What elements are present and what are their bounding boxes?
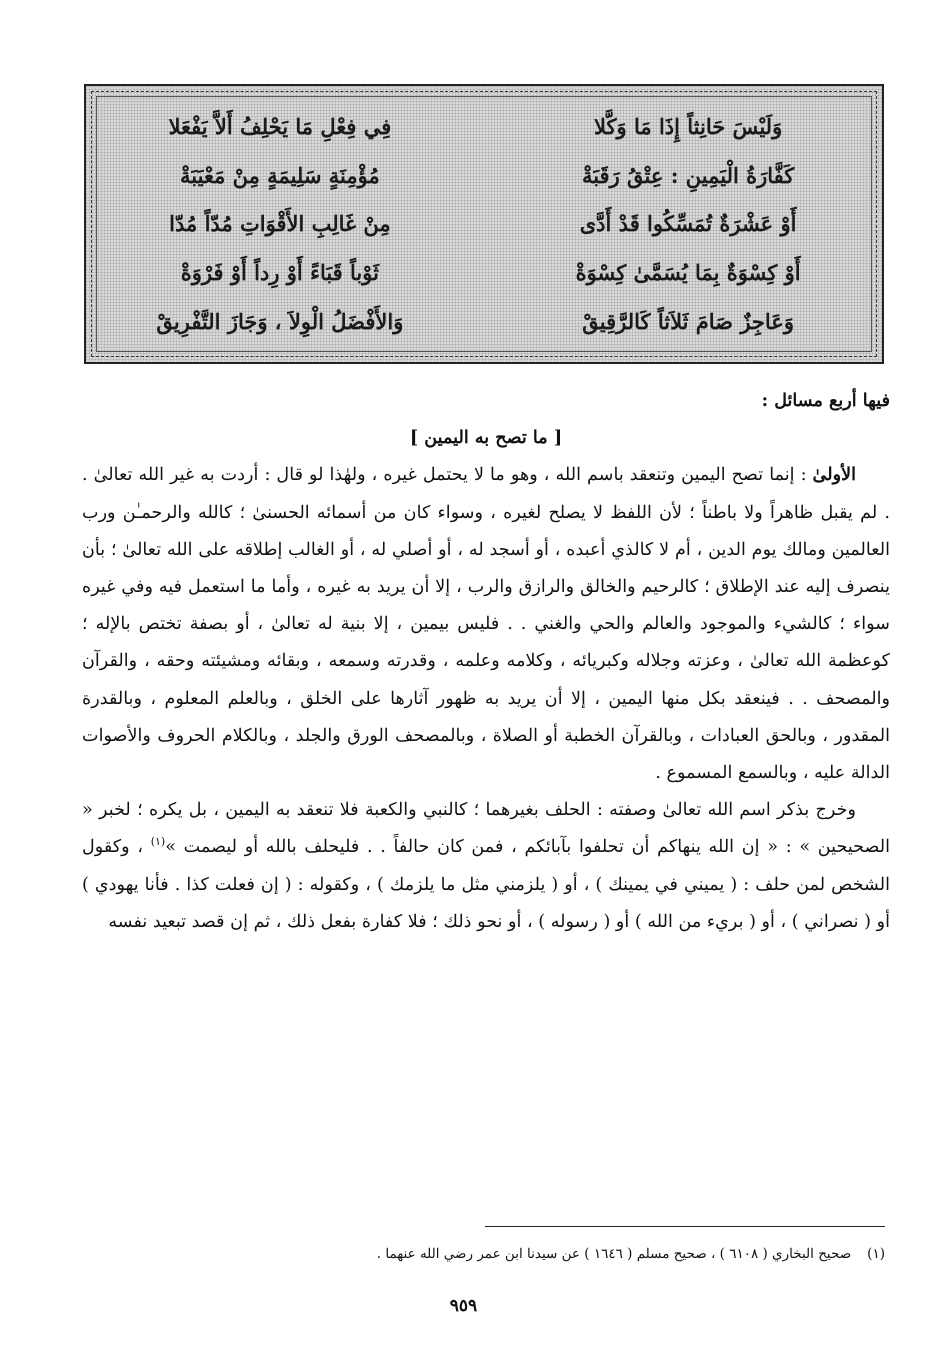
verse-first-hemistich: وَعَاجِزٌ صَامَ ثَلاَثاً كَالرَّقِيقْ: [582, 309, 794, 335]
verse: [106, 248, 862, 297]
issue-marker: الأولىٰ: [812, 464, 856, 486]
paragraph-first-issue: [82, 456, 890, 792]
verse-second-hemistich: فِي فِعْلِ مَا يَحْلِفُ أَلاَّ يَفْعَلا: [168, 113, 392, 139]
verse-first-hemistich: وَلَيْسَ حَانِثاً إِذَا مَا وَكَّلا: [594, 113, 783, 139]
verse: [106, 200, 862, 249]
verse-first-hemistich: كَفَّارَةُ الْيَمِينِ : عِتْقُ رَقَبَةْ: [581, 162, 795, 188]
verse-second-hemistich: مُؤْمِنَةٍ سَلِيمَةٍ مِنْ مَعْيَبَةْ: [180, 162, 380, 188]
verse-second-hemistich: ثَوْباً قَبَاءً أَوْ رِداً أَوْ فَرْوَةْ: [180, 260, 379, 286]
page-number: ٩٥٩: [449, 1296, 478, 1316]
verse-second-hemistich: وَالأَفْضَلُ الْوِلاَ ، وَجَازَ التَّفْرِيقْ: [156, 309, 404, 335]
paragraph-text: : إنما تصح اليمين وتنعقد باسم الله ، وهو ما لا يحتمل غيره ، ولهٰذا لو قال : أردت به غير الله تعالىٰ . . لم يقبل ظاهراً ولا باطناً ؛ لأن اللفظ لا يصلح لغيره ، وسواء كان من أسمائه الحسنىٰ ؛ كالله والرحمـٰن ورب العالمين ومالك يوم الدين ، أم لا كالذي أعبده ، أو أسجد له ، أو أصلي له ، أو الغالب إطلاقه على الله تعالىٰ ؛ بأن ينصرف إليه عند الإطلاق ؛ كالرحيم والخالق والرازق والرب ، إلا أن يريد به غيره ، وأما ما استعمل فيه وفي غيره سواء ؛ كالشيء والموجود والعالم والحي والغني . . فليس بيمين ، إلا بنية له تعالىٰ ، أو بصفة تختص بالإله ؛ كوعظمة الله تعالىٰ ، وعزته وجلاله وكبريائه ، وكلامه وعلمه ، وقدرته وسمعه ، وبقائه ومشيئته وحقه ، والقرآن والمصحف . . فينعقد بكل منها اليمين ، إلا أن يريد به ظهور آثارها على الخلق ، وبالعلم المعلوم ، وبالقدرة المقدور ، وبالحق العبادات ، وبالقرآن الخطبة أو الصلاة ، وبالمصحف الورق والجلد ، وبالكلام الحروف والأصوات الدالة عليه ، وبالسمع المسموع .: [82, 465, 890, 784]
section-heading: [ ما تصح به اليمين ]: [409, 427, 563, 449]
footnote-number: (١): [867, 1246, 885, 1262]
intro-line: فيها أربع مسائل :: [761, 390, 890, 411]
poem-frame: [84, 84, 884, 364]
footnote: [82, 1246, 885, 1262]
footnote-divider: [485, 1226, 885, 1227]
verse-first-hemistich: أَوْ كِسْوَةٌ بِمَا يُسَمَّىٰ كِسْوَةْ: [575, 260, 801, 286]
main-text: [82, 382, 890, 941]
verse-first-hemistich: أَوْ عَشْرَةٌ تُمَسِّكُوا قَدْ أَدَّى: [579, 211, 797, 237]
verse: [106, 297, 862, 346]
footnote-reference: (١): [150, 835, 166, 849]
poem: [106, 102, 862, 346]
verse-second-hemistich: مِنْ غَالِبِ الأَقْوَاتِ مُدّاً مُدّا: [169, 211, 391, 237]
verse: [106, 151, 862, 200]
paragraph-text: وخرج بذكر اسم الله تعالىٰ وصفته : الحلف بغيرهما ؛ كالنبي والكعبة فلا تنعقد به اليمين ، بل يكره ؛ لخبر « الصحيحين » : « إن الله ينهاكم أن تحلفوا بآبائكم ، فمن كان حالفاً . . فليحلف بالله أو ليصمت »: [82, 800, 890, 858]
verse: [106, 102, 862, 151]
footnote-text: صحيح البخاري ( ٦١٠٨ ) ، صحيح مسلم ( ١٦٤٦ ) عن سيدنا ابن عمر رضي الله عنهما .: [376, 1246, 852, 1262]
paragraph-second: [82, 792, 890, 941]
paragraph-text-continued: ، وكقول الشخص لمن حلف : ( يميني في يمينك ) ، أو ( يلزمني مثل ما يلزمك ) ، وكقوله : ( إن فعلت كذا . فأنا يهودي ) أو ( نصراني ) ، أو ( بريء من الله ) أو ( رسوله ) ، أو نحو ذلك ؛ فلا كفارة بفعل ذلك ، ثم إن قصد تبعيد نفسه: [82, 837, 890, 932]
